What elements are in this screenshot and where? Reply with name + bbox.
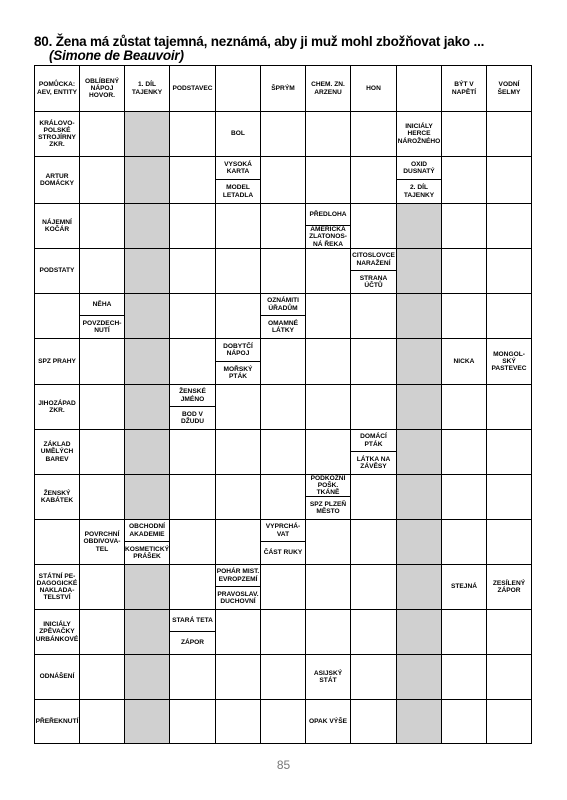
answer-cell[interactable]	[80, 700, 125, 744]
answer-cell[interactable]	[442, 655, 487, 700]
answer-cell[interactable]	[216, 520, 261, 565]
answer-cell[interactable]	[487, 385, 532, 430]
crossword-grid	[34, 65, 532, 744]
clue-text: BOD V DŽUDU	[180, 410, 205, 425]
answer-cell[interactable]	[80, 385, 125, 430]
clue-text: ŽENSKÉ JMÉNO	[170, 385, 215, 407]
split-clue-cell	[216, 565, 261, 610]
answer-cell[interactable]	[261, 112, 306, 157]
solution-cell[interactable]	[125, 204, 170, 249]
header-row	[35, 66, 532, 112]
grid-row	[35, 655, 532, 700]
solution-cell[interactable]	[397, 655, 442, 700]
grid-row	[35, 385, 532, 430]
answer-cell[interactable]	[170, 700, 216, 744]
solution-cell[interactable]	[397, 204, 442, 249]
answer-cell[interactable]	[442, 157, 487, 204]
clue-text: OXID DUSNATÝ	[397, 157, 441, 180]
answer-cell[interactable]	[487, 112, 532, 157]
answer-cell[interactable]	[170, 204, 216, 249]
answer-cell[interactable]	[306, 430, 351, 475]
empty-cell	[216, 66, 261, 112]
split-clue-cell	[170, 610, 216, 655]
clue-text: ČÁST RUKY	[263, 549, 303, 557]
answer-cell[interactable]	[306, 610, 351, 655]
answer-cell[interactable]	[170, 249, 216, 294]
solution-cell[interactable]	[397, 610, 442, 655]
answer-cell[interactable]	[351, 204, 397, 249]
clue-text: PODKOŽNÍ POŠK. TKÁNĚ	[306, 475, 350, 497]
answer-cell[interactable]	[351, 655, 397, 700]
answer-cell[interactable]	[216, 430, 261, 475]
answer-cell[interactable]	[442, 520, 487, 565]
answer-cell[interactable]	[351, 112, 397, 157]
answer-cell[interactable]	[216, 700, 261, 744]
clue-cell: KRÁLOVO-POLSKÉ STROJÍRNY ZKR.	[35, 112, 80, 157]
clue-text: OBCHODNÍ AKADEMIE	[125, 520, 169, 542]
clue-cell: NÁJEMNÍ KOČÁR	[35, 204, 80, 249]
answer-cell[interactable]	[487, 610, 532, 655]
solution-cell[interactable]	[125, 610, 170, 655]
answer-cell[interactable]	[442, 385, 487, 430]
answer-cell[interactable]	[80, 112, 125, 157]
answer-cell[interactable]	[487, 430, 532, 475]
answer-cell[interactable]	[261, 610, 306, 655]
solution-cell[interactable]	[125, 249, 170, 294]
clue-cell: NICKA	[442, 339, 487, 385]
clue-text: LÁTKA NA ZÁVĚSY	[356, 455, 391, 470]
answer-cell[interactable]	[170, 339, 216, 385]
solution-cell[interactable]	[125, 157, 170, 204]
answer-cell[interactable]	[80, 565, 125, 610]
answer-cell[interactable]	[487, 700, 532, 744]
split-clue-cell	[170, 385, 216, 430]
clue-cell: PŘEŘEKNUTÍ	[35, 700, 80, 744]
clue-cell: ARTUR DOMÁCKY	[35, 157, 80, 204]
answer-cell[interactable]	[80, 610, 125, 655]
clue-text: 2. DÍL TAJENKY	[403, 184, 435, 199]
split-clue-cell	[351, 249, 397, 294]
puzzle-title: 80. Žena má zůstat tajemná, neznámá, aby ji muž mohl zbožňovat jako ...	[34, 34, 485, 49]
clue-cell: OBLÍBENÝ NÁPOJ HOVOR.	[80, 66, 125, 112]
answer-cell[interactable]	[351, 565, 397, 610]
solution-cell[interactable]	[125, 475, 170, 520]
clue-text: PŘEDLOHA	[306, 204, 350, 226]
solution-cell[interactable]	[397, 249, 442, 294]
answer-cell[interactable]	[487, 520, 532, 565]
split-clue-cell	[351, 430, 397, 475]
answer-cell[interactable]	[306, 385, 351, 430]
clue-text: OMAMNÉ LÁTKY	[267, 319, 299, 334]
clue-cell: BÝT V NAPĚTÍ	[442, 66, 487, 112]
answer-cell[interactable]	[35, 520, 80, 565]
clue-text: DOBYTČÍ NÁPOJ	[216, 339, 260, 362]
solution-cell[interactable]	[397, 385, 442, 430]
split-clue-cell	[306, 475, 351, 520]
clue-cell: STÁTNÍ PE-DAGOGICKÉ NAKLADA-TELSTVÍ	[35, 565, 80, 610]
answer-cell[interactable]	[306, 157, 351, 204]
solution-cell[interactable]	[125, 565, 170, 610]
solution-cell[interactable]	[125, 700, 170, 744]
answer-cell[interactable]	[261, 385, 306, 430]
quote-author: (Simone de Beauvoir)	[49, 48, 184, 63]
clue-cell: ZÁKLAD UMĚLÝCH BAREV	[35, 430, 80, 475]
solution-cell[interactable]	[397, 700, 442, 744]
clue-text: STRANA ÚČTŮ	[359, 274, 388, 289]
answer-cell[interactable]	[351, 700, 397, 744]
answer-cell[interactable]	[261, 475, 306, 520]
solution-cell[interactable]	[125, 385, 170, 430]
answer-cell[interactable]	[306, 294, 351, 339]
clue-text: POVZDECH-NUTÍ	[82, 319, 122, 334]
answer-cell[interactable]	[80, 430, 125, 475]
clue-text: CITOSLOVCE NARAŽENÍ	[351, 249, 396, 271]
grid-row	[35, 565, 532, 610]
answer-cell[interactable]	[351, 339, 397, 385]
answer-cell[interactable]	[487, 204, 532, 249]
clue-text: SPZ PLZEŇ MĚSTO	[309, 500, 347, 515]
clue-cell: ŠPRÝM	[261, 66, 306, 112]
clue-text: MOŘSKÝ PTÁK	[223, 365, 253, 380]
answer-cell[interactable]	[442, 475, 487, 520]
answer-cell[interactable]	[170, 112, 216, 157]
clue-text: VYPRCHÁ-VAT	[261, 520, 305, 542]
answer-cell[interactable]	[261, 565, 306, 610]
grid-row	[35, 700, 532, 744]
answer-cell[interactable]	[80, 475, 125, 520]
answer-cell[interactable]	[487, 157, 532, 204]
grid-row	[35, 520, 532, 565]
answer-cell[interactable]	[487, 655, 532, 700]
clue-cell: POVRCHNÍ OBDIVOVA-TEL	[80, 520, 125, 565]
grid-row	[35, 475, 532, 520]
answer-cell[interactable]	[442, 430, 487, 475]
answer-cell[interactable]	[170, 430, 216, 475]
grid-row	[35, 430, 532, 475]
answer-cell[interactable]	[442, 700, 487, 744]
solution-cell[interactable]	[125, 294, 170, 339]
solution-cell[interactable]	[397, 520, 442, 565]
solution-cell[interactable]	[397, 475, 442, 520]
answer-cell[interactable]	[351, 520, 397, 565]
clue-cell: STEJNÁ	[442, 565, 487, 610]
answer-cell[interactable]	[442, 610, 487, 655]
clue-cell: PODSTATY	[35, 249, 80, 294]
split-clue-cell	[397, 157, 442, 204]
split-clue-cell	[125, 520, 170, 565]
clue-cell: INICIÁLY ZPĚVAČKY URBÁNKOVÉ	[35, 610, 80, 655]
answer-cell[interactable]	[261, 700, 306, 744]
answer-cell[interactable]	[261, 339, 306, 385]
split-clue-cell	[261, 520, 306, 565]
answer-cell[interactable]	[170, 157, 216, 204]
answer-cell[interactable]	[487, 294, 532, 339]
answer-cell[interactable]	[487, 249, 532, 294]
clue-cell: ODNÁŠENÍ	[35, 655, 80, 700]
answer-cell[interactable]	[442, 204, 487, 249]
clue-cell: OPAK VÝŠE	[306, 700, 351, 744]
answer-cell[interactable]	[80, 249, 125, 294]
clue-text: STARÁ TETA	[170, 610, 215, 632]
clue-text: VYSOKÁ KARTA	[216, 157, 260, 180]
clue-cell: SPZ PRAHY	[35, 339, 80, 385]
grid-row	[35, 249, 532, 294]
clue-text: POHÁR MIST. EVROPZEMÍ	[216, 565, 260, 587]
clue-cell: ŽENSKÝ KABÁTEK	[35, 475, 80, 520]
clue-cell: BOL	[216, 112, 261, 157]
answer-cell[interactable]	[170, 294, 216, 339]
solution-cell[interactable]	[397, 565, 442, 610]
clue-cell: PODSTAVEC	[170, 66, 216, 112]
answer-cell[interactable]	[306, 249, 351, 294]
split-clue-cell	[216, 339, 261, 385]
clue-text: MODEL LETADLA	[222, 184, 254, 199]
answer-cell[interactable]	[170, 520, 216, 565]
clue-text: DOMÁCÍ PTÁK	[351, 430, 396, 452]
split-clue-cell	[261, 294, 306, 339]
split-clue-cell	[306, 204, 351, 249]
answer-cell[interactable]	[80, 655, 125, 700]
answer-cell[interactable]	[216, 294, 261, 339]
answer-cell[interactable]	[487, 475, 532, 520]
answer-cell[interactable]	[306, 520, 351, 565]
answer-cell[interactable]	[80, 157, 125, 204]
solution-cell[interactable]	[125, 339, 170, 385]
grid-row	[35, 294, 532, 339]
answer-cell[interactable]	[261, 204, 306, 249]
answer-cell[interactable]	[442, 294, 487, 339]
clue-cell: JIHOZÁPAD ZKR.	[35, 385, 80, 430]
split-clue-cell	[216, 157, 261, 204]
split-clue-cell	[80, 294, 125, 339]
clue-cell: MONGOL-SKÝ PASTEVEC	[487, 339, 532, 385]
solution-cell[interactable]	[125, 430, 170, 475]
clue-cell: ASIJSKÝ STÁT	[306, 655, 351, 700]
clue-cell: INICIÁLY HERCE NÁROŽNÉHO	[397, 112, 442, 157]
answer-cell[interactable]	[216, 475, 261, 520]
answer-cell[interactable]	[216, 249, 261, 294]
answer-cell[interactable]	[170, 655, 216, 700]
solution-cell[interactable]	[397, 294, 442, 339]
clue-text: AMERICKÁ ZLATONOS-NÁ ŘEKA	[309, 226, 347, 248]
clue-text: PRAVOSLAV. DUCHOVNÍ	[217, 590, 259, 605]
answer-cell[interactable]	[170, 475, 216, 520]
answer-cell[interactable]	[261, 655, 306, 700]
answer-cell[interactable]	[216, 655, 261, 700]
answer-cell[interactable]	[351, 294, 397, 339]
answer-cell[interactable]	[216, 204, 261, 249]
solution-cell[interactable]	[125, 655, 170, 700]
grid-row	[35, 157, 532, 204]
clue-text: NĚHA	[80, 294, 124, 316]
clue-cell: VODNÍ ŠELMY	[487, 66, 532, 112]
answer-cell[interactable]	[306, 565, 351, 610]
clue-text: KOSMETICKÝ PRÁŠEK	[125, 545, 169, 560]
answer-cell[interactable]	[261, 249, 306, 294]
clue-cell: ZESÍLENÝ ZÁPOR	[487, 565, 532, 610]
answer-cell[interactable]	[442, 112, 487, 157]
answer-cell[interactable]	[261, 430, 306, 475]
grid-row	[35, 112, 532, 157]
answer-cell[interactable]	[80, 204, 125, 249]
clue-cell: CHEM. ZN. ARZENU	[306, 66, 351, 112]
answer-cell[interactable]	[80, 339, 125, 385]
clue-cell: 1. DÍL TAJENKY	[125, 66, 170, 112]
clue-text: OZNÁMITI ÚŘADŮM	[261, 294, 305, 316]
answer-cell[interactable]	[306, 339, 351, 385]
grid-row	[35, 610, 532, 655]
page-number: 85	[276, 758, 291, 772]
answer-cell[interactable]	[216, 610, 261, 655]
answer-cell[interactable]	[170, 565, 216, 610]
solution-cell[interactable]	[397, 430, 442, 475]
grid-row	[35, 339, 532, 385]
answer-cell[interactable]	[442, 249, 487, 294]
grid-row	[35, 204, 532, 249]
answer-cell[interactable]	[306, 112, 351, 157]
answer-cell[interactable]	[216, 385, 261, 430]
answer-cell[interactable]	[351, 385, 397, 430]
solution-cell[interactable]	[397, 339, 442, 385]
clue-cell: HON	[351, 66, 397, 112]
answer-cell[interactable]	[261, 157, 306, 204]
clue-text: ZÁPOR	[180, 639, 205, 647]
answer-cell[interactable]	[351, 157, 397, 204]
empty-cell	[397, 66, 442, 112]
answer-cell[interactable]	[351, 610, 397, 655]
answer-cell[interactable]	[35, 294, 80, 339]
clue-cell: POMŮCKA: AEV, ENTITY	[35, 66, 80, 112]
solution-cell[interactable]	[125, 112, 170, 157]
answer-cell[interactable]	[351, 475, 397, 520]
